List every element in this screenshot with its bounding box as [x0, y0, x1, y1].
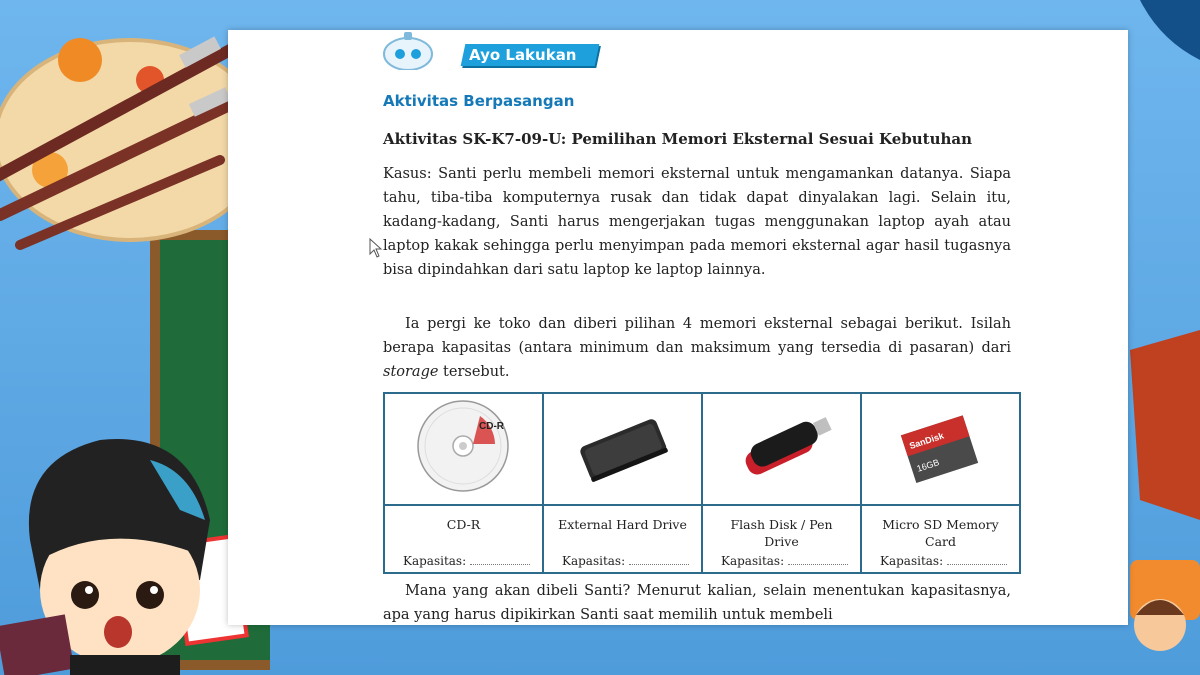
micro-sd-image-cell [861, 393, 1020, 505]
capacity-field[interactable] [880, 554, 1007, 568]
ayo-lakukan-banner [461, 44, 599, 66]
instruction-text-before: Ia pergi ke toko dan diberi pilihan 4 memori eksternal sebagai berikut. Isilah berapa kapasitas (antara minimum dan maksimum yang tersedia di pasaran) dari [383, 316, 1011, 356]
cd-r-name-cell [384, 505, 543, 573]
external-hard-drive-image-cell [543, 393, 702, 505]
item-name: Flash Disk / Pen Drive [730, 517, 833, 549]
flash-disk-icon [703, 394, 860, 500]
case-paragraph [383, 162, 1011, 282]
capacity-blank[interactable] [470, 564, 530, 565]
cd-disc-icon [385, 394, 542, 500]
banner-label: Ayo Lakukan [469, 46, 577, 64]
flash-disk-image-cell [702, 393, 861, 505]
cartoon-boy-icon [0, 420, 260, 675]
section-title: Aktivitas Berpasangan [383, 92, 575, 110]
instruction-text-after: tersebut. [438, 364, 510, 380]
micro-sd-card-icon [862, 394, 1019, 500]
capacity-blank[interactable] [629, 564, 689, 565]
case-lead: Kasus: [383, 166, 432, 182]
cd-label: CD-R [479, 421, 504, 432]
robot-mascot-icon [378, 30, 438, 70]
textbook-page [228, 30, 1128, 625]
storage-options-table [383, 392, 1021, 574]
mouse-cursor-icon [369, 238, 383, 258]
right-side-decoration [1120, 0, 1200, 675]
instruction-italic: storage [383, 364, 439, 380]
capacity-blank[interactable] [947, 564, 1007, 565]
capacity-label: Kapasitas: [880, 554, 944, 568]
micro-sd-name-cell [861, 505, 1020, 573]
item-name: External Hard Drive [558, 517, 687, 532]
activity-title: Aktivitas SK-K7-09-U: Pemilihan Memori Eksternal Sesuai Kebutuhan [383, 130, 973, 148]
capacity-field[interactable] [721, 554, 848, 568]
flash-disk-name-cell [702, 505, 861, 573]
card-size: 16GB [915, 457, 941, 474]
question-paragraph: Mana yang akan dibeli Santi? Menurut kalian, selain menentukan kapasitasnya, apa yang harus dipikirkan Santi saat memilih untuk membeli [383, 583, 1011, 623]
card-brand: SanDisk [908, 430, 945, 451]
capacity-label: Kapasitas: [721, 554, 785, 568]
external-hard-drive-icon [544, 394, 701, 500]
capacity-blank[interactable] [788, 564, 848, 565]
item-name: Micro SD Memory Card [882, 517, 999, 549]
cd-r-image-cell [384, 393, 543, 505]
capacity-label: Kapasitas: [403, 554, 467, 568]
capacity-field[interactable] [403, 554, 530, 568]
capacity-label: Kapasitas: [562, 554, 626, 568]
item-name: CD-R [446, 517, 481, 532]
case-text: Santi perlu membeli memori eksternal untuk mengamankan datanya. Siapa tahu, tiba-tiba komputernya rusak dan tidak dapat dinyalakan lagi. Selain itu, kadang-kadang, Santi harus mengerjakan tugas menggunakan laptop ayah atau laptop kakak sehingga perlu menyimpan pada memori eksternal agar hasil tugasnya bisa dipindahkan dari satu laptop ke laptop lainnya. [383, 166, 1011, 278]
instruction-paragraph [383, 312, 1011, 384]
capacity-field[interactable] [562, 554, 689, 568]
external-hard-drive-name-cell [543, 505, 702, 573]
